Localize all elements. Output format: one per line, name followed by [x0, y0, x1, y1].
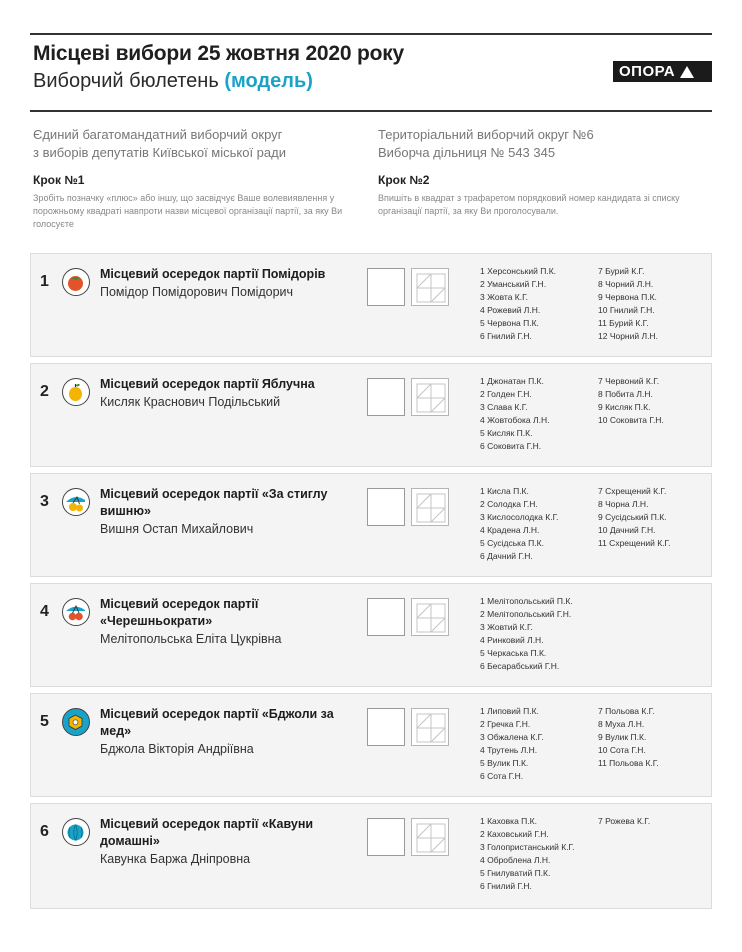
step-2-instructions [378, 126, 712, 218]
candidate-entry: 11 Польова К.Г. [598, 758, 659, 768]
candidate-entry: 2 Мелітопольський Г.Н. [480, 609, 572, 619]
candidate-entry: 1 Каховка П.К. [480, 816, 537, 826]
candidate-number-stencil[interactable] [411, 268, 449, 306]
district-line: Єдиний багатомандатний виборчий округ [33, 127, 283, 142]
candidate-entry: 11 Схрещений К.Г. [598, 538, 671, 548]
ballot-page [30, 0, 712, 952]
apple-icon [62, 378, 90, 406]
party-row [30, 363, 712, 467]
party-number: 3 [40, 493, 49, 510]
candidate-number-stencil[interactable] [411, 708, 449, 746]
candidate-entry: 4 Рожевий Л.Н. [480, 305, 541, 315]
party-vote-checkbox[interactable] [367, 488, 405, 526]
step-hint: Впишіть в квадрат з трафаретом порядковий номер кандидата зі списку організації партії, за яку Ви проголосували. [378, 193, 680, 216]
candidate-entry: 7 Рожева К.Г. [598, 816, 651, 826]
candidate-list [598, 375, 664, 427]
candidate-number-stencil[interactable] [411, 598, 449, 636]
party-name-text: Місцевий осередок партії «Бджоли за мед» [100, 707, 334, 738]
party-vote-checkbox[interactable] [367, 598, 405, 636]
step-label: Крок №2 [378, 173, 430, 187]
candidate-entry: 5 Гнилуватий П.К. [480, 868, 551, 878]
party-leader: Мелітопольська Еліта Цукрівна [100, 632, 282, 646]
candidate-entry: 7 Схрещений К.Г. [598, 486, 667, 496]
subtitle-accent: (модель) [224, 70, 313, 92]
candidate-list [598, 815, 650, 828]
candidate-entry: 3 Жовтий К.Г. [480, 622, 533, 632]
candidate-number-stencil[interactable] [411, 818, 449, 856]
subtitle-main: Виборчий бюлетень [33, 70, 219, 92]
top-divider [30, 33, 712, 35]
party-name-text: Місцевий осередок партії «За стиглу вишню» [100, 487, 328, 518]
party-name [100, 376, 350, 411]
candidate-entry: 2 Гречка Г.Н. [480, 719, 531, 729]
party-leader: Бджола Вікторія Андріївна [100, 742, 254, 756]
candidate-entry: 11 Бурий К.Г. [598, 318, 649, 328]
cherries-icon [62, 488, 90, 516]
candidate-entry: 8 Побита Л.Н. [598, 389, 653, 399]
candidate-entry: 5 Черкаська П.К. [480, 648, 547, 658]
candidate-entry: 8 Чорний Л.Н. [598, 279, 654, 289]
candidate-entry: 3 Слава К.Г. [480, 402, 528, 412]
candidate-entry: 2 Каховський Г.Н. [480, 829, 549, 839]
candidate-entry: 4 Жовтобока Л.Н. [480, 415, 550, 425]
candidate-entry: 5 Сусідська П.К. [480, 538, 544, 548]
candidate-entry: 4 Крадена Л.Н. [480, 525, 540, 535]
district-line: з виборів депутатів Київської міської ради [33, 145, 286, 160]
candidate-number-stencil[interactable] [411, 488, 449, 526]
candidate-entry: 7 Червоний К.Г. [598, 376, 660, 386]
triangle-icon [680, 66, 694, 78]
candidate-entry: 3 Кислосолодка К.Г. [480, 512, 559, 522]
candidate-entry: 4 Трутень Л.Н. [480, 745, 538, 755]
step-label: Крок №1 [33, 173, 85, 187]
candidate-entry: 1 Кисла П.К. [480, 486, 529, 496]
party-row [30, 693, 712, 797]
party-name [100, 266, 350, 301]
tomato-icon [62, 268, 90, 296]
candidate-entry: 2 Голден Г.Н. [480, 389, 532, 399]
party-row [30, 803, 712, 909]
candidate-entry: 9 Вулик П.К. [598, 732, 647, 742]
candidate-list [598, 485, 670, 550]
party-leader: Кисляк Краснович Подільський [100, 395, 281, 409]
party-name-text: Місцевий осередок партії Помідорів [100, 267, 326, 281]
party-vote-checkbox[interactable] [367, 268, 405, 306]
candidate-entry: 4 Оброблена Л.Н. [480, 855, 551, 865]
candidate-entry: 9 Кисляк П.К. [598, 402, 651, 412]
candidate-list [598, 265, 658, 343]
candidate-entry: 10 Сота Г.Н. [598, 745, 646, 755]
party-vote-checkbox[interactable] [367, 818, 405, 856]
candidate-entry: 5 Вулик П.К. [480, 758, 529, 768]
party-name-text: Місцевий осередок партії Яблучна [100, 377, 315, 391]
candidate-list [480, 265, 556, 343]
candidate-entry: 3 Обжалена К.Г. [480, 732, 544, 742]
candidate-entry: 8 Чорна Л.Н. [598, 499, 649, 509]
party-number: 1 [40, 273, 49, 290]
party-row [30, 253, 712, 357]
candidate-list [480, 815, 575, 893]
party-leader: Вишня Остап Михайлович [100, 522, 254, 536]
candidate-entry: 6 Дачний Г.Н. [480, 551, 533, 561]
logo-text: ОПОРА [619, 63, 676, 80]
candidate-entry: 8 Муха Л.Н. [598, 719, 645, 729]
candidate-entry: 7 Польова К.Г. [598, 706, 655, 716]
party-name-text: Місцевий осередок партії «Черешньократи» [100, 597, 259, 628]
ballot-subtitle [33, 70, 313, 93]
candidate-list [598, 705, 659, 770]
step-hint: Зробіть позначку «плюс» або іншу, що засвідчує Ваше волевиявлення у порожньому квадраті навпроти назви місцевої організації партії, за яку Ви голосуєте [33, 193, 343, 229]
candidate-entry: 5 Червона П.К. [480, 318, 539, 328]
candidate-entry: 2 Уманський Г.Н. [480, 279, 547, 289]
party-number: 6 [40, 823, 49, 840]
candidate-entry: 1 Джонатан П.К. [480, 376, 544, 386]
party-name-text: Місцевий осередок партії «Кавуни домашні» [100, 817, 314, 848]
watermelon-icon [62, 818, 90, 846]
candidate-entry: 7 Бурий К.Г. [598, 266, 645, 276]
party-number: 5 [40, 713, 49, 730]
honeycomb-icon [62, 708, 90, 736]
candidate-entry: 1 Липовий П.К. [480, 706, 539, 716]
candidate-entry: 12 Чорний Л.Н. [598, 331, 658, 341]
candidate-entry: 10 Соковита Г.Н. [598, 415, 664, 425]
candidate-entry: 5 Кисляк П.К. [480, 428, 533, 438]
party-name [100, 816, 350, 868]
candidate-list [480, 485, 559, 563]
party-number: 2 [40, 383, 49, 400]
opora-logo [613, 61, 712, 82]
candidate-entry: 10 Дачний Г.Н. [598, 525, 656, 535]
candidate-entry: 9 Сусідський П.К. [598, 512, 667, 522]
candidate-list [480, 705, 544, 783]
party-leader: Кавунка Баржа Дніпровна [100, 852, 251, 866]
candidate-entry: 6 Сота Г.Н. [480, 771, 524, 781]
party-name [100, 706, 350, 758]
candidate-entry: 10 Гнилий Г.Н. [598, 305, 655, 315]
candidate-list [480, 375, 549, 453]
candidate-number-stencil[interactable] [411, 378, 449, 416]
candidate-entry: 6 Бесарабський Г.Н. [480, 661, 560, 671]
candidate-entry: 2 Солодка Г.Н. [480, 499, 538, 509]
party-name [100, 486, 350, 538]
ballot-title: Місцеві вибори 25 жовтня 2020 року [33, 42, 405, 65]
candidate-list [480, 595, 573, 673]
candidate-entry: 1 Херсонський П.К. [480, 266, 557, 276]
party-vote-checkbox[interactable] [367, 378, 405, 416]
candidate-entry: 6 Гнилий Г.Н. [480, 331, 532, 341]
party-row [30, 473, 712, 577]
candidate-entry: 9 Червона П.К. [598, 292, 657, 302]
header-divider [30, 110, 712, 112]
step-1-instructions [33, 126, 343, 231]
party-row [30, 583, 712, 687]
candidate-entry: 3 Жовта К.Г. [480, 292, 529, 302]
party-name [100, 596, 350, 648]
district-line: Територіальний виборчий округ №6 [378, 127, 594, 142]
district-line: Виборча дільниця № 543 345 [378, 145, 556, 160]
candidate-entry: 1 Мелітопольський П.К. [480, 596, 573, 606]
candidate-entry: 3 Голопристанський К.Г. [480, 842, 575, 852]
candidate-entry: 6 Соковита Г.Н. [480, 441, 542, 451]
candidate-entry: 4 Ринковий Л.Н. [480, 635, 544, 645]
party-number: 4 [40, 603, 49, 620]
party-leader: Помідор Помідорович Помідорич [100, 285, 294, 299]
candidate-entry: 6 Гнилий Г.Н. [480, 881, 532, 891]
sweet-cherry-icon [62, 598, 90, 626]
party-vote-checkbox[interactable] [367, 708, 405, 746]
